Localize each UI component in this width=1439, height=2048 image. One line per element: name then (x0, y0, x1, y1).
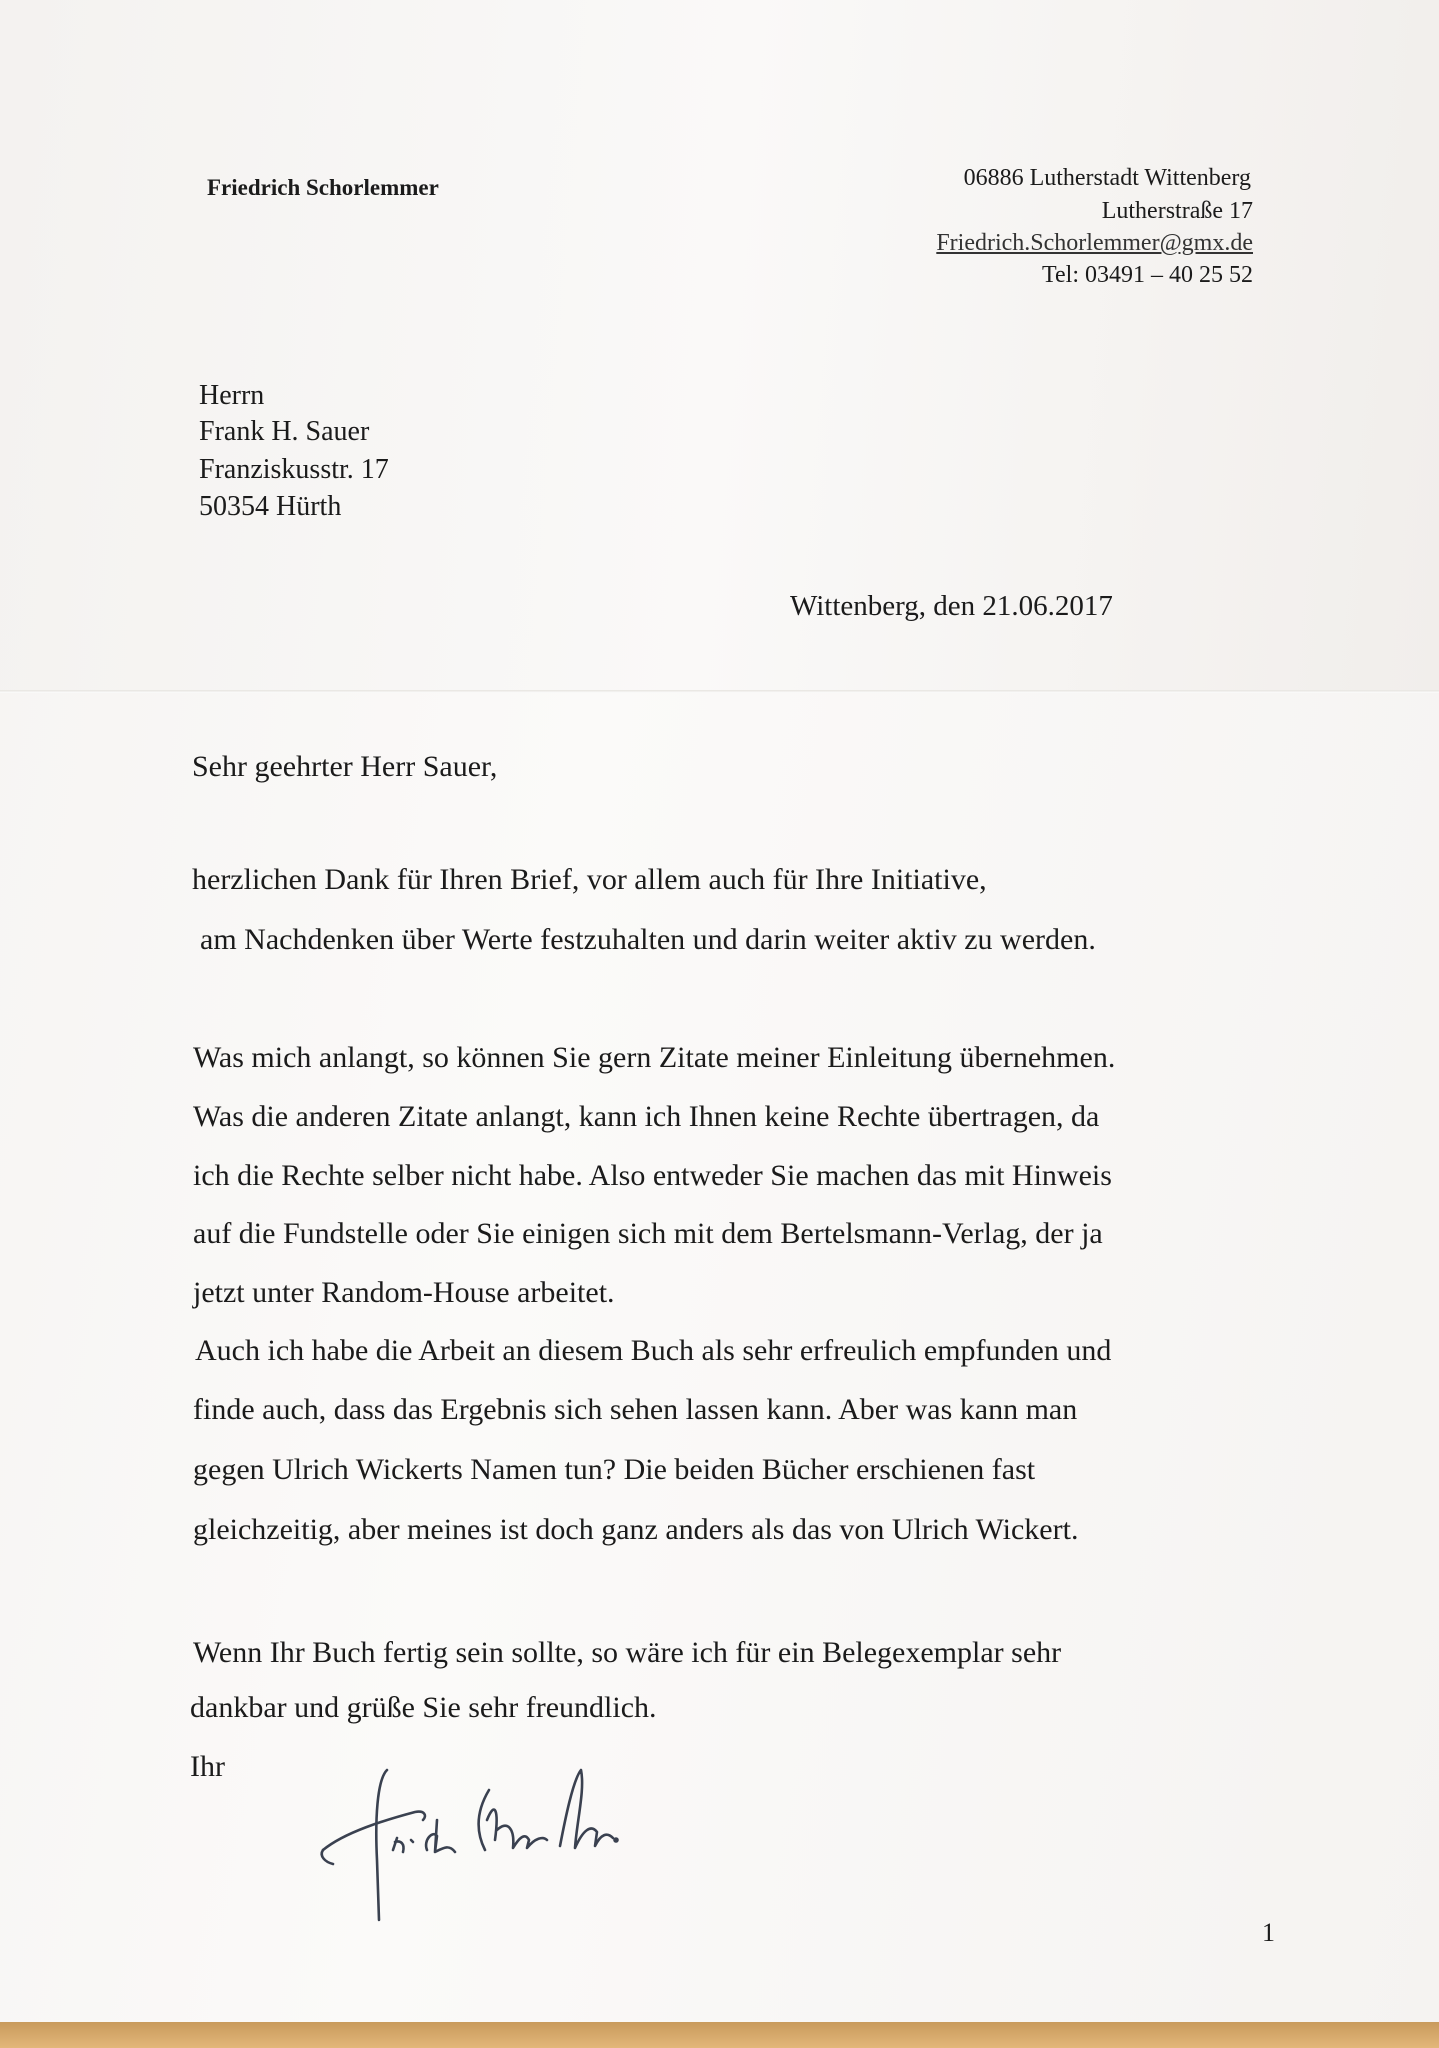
body-line: dankbar und grüße Sie sehr freundlich. (190, 1691, 657, 1724)
body-line: Was mich anlangt, so können Sie gern Zitate meiner Einleitung übernehmen. (193, 1041, 1116, 1074)
body-line: auf die Fundstelle oder Sie einigen sich mit dem Bertelsmann-Verlag, der ja (193, 1217, 1103, 1250)
body-line: herzlichen Dank für Ihren Brief, vor allem auch für Ihre Initiative, (192, 863, 987, 896)
handwritten-signature (315, 1760, 775, 1940)
date-line: Wittenberg, den 21.06.2017 (790, 590, 1113, 622)
body-line: am Nachdenken über Werte festzuhalten und darin weiter aktiv zu werden. (200, 923, 1096, 956)
recipient-street: Franziskusstr. 17 (199, 454, 389, 485)
greeting: Sehr geehrter Herr Sauer, (192, 750, 498, 783)
letter-top-fold (0, 0, 1439, 692)
body-line: Was die anderen Zitate anlangt, kann ich Ihnen keine Rechte übertragen, da (193, 1100, 1100, 1133)
recipient-salutation: Herrn (199, 380, 265, 411)
recipient-name: Frank H. Sauer (199, 416, 370, 447)
body-line: Auch ich habe die Arbeit an diesem Buch als sehr erfreulich empfunden und (195, 1334, 1112, 1367)
sender-name: Friedrich Schorlemmer (207, 175, 439, 200)
wooden-table-edge (0, 2022, 1439, 2048)
recipient-city: 50354 Hürth (199, 491, 342, 522)
body-line: finde auch, dass das Ergebnis sich sehen lassen kann. Aber was kann man (193, 1393, 1078, 1426)
body-line: ich die Rechte selber nicht habe. Also entweder Sie machen das mit Hinweis (193, 1159, 1112, 1192)
fold-line (0, 690, 1439, 693)
page-number: 1 (1262, 1918, 1275, 1947)
sender-street: Lutherstraße 17 (1101, 198, 1253, 224)
body-line: Wenn Ihr Buch fertig sein sollte, so wäre ich für ein Belegexemplar sehr (193, 1636, 1062, 1669)
sender-email[interactable]: Friedrich.Schorlemmer@gmx.de (936, 230, 1253, 256)
body-line: gegen Ulrich Wickerts Namen tun? Die beiden Bücher erschienen fast (193, 1453, 1036, 1486)
sender-phone: Tel: 03491 – 40 25 52 (1042, 262, 1253, 288)
sender-city: 06886 Lutherstadt Wittenberg (963, 165, 1251, 191)
closing: Ihr (190, 1750, 225, 1783)
body-line: jetzt unter Random-House arbeitet. (193, 1276, 615, 1309)
body-line: gleichzeitig, aber meines ist doch ganz anders als das von Ulrich Wickert. (193, 1513, 1079, 1546)
